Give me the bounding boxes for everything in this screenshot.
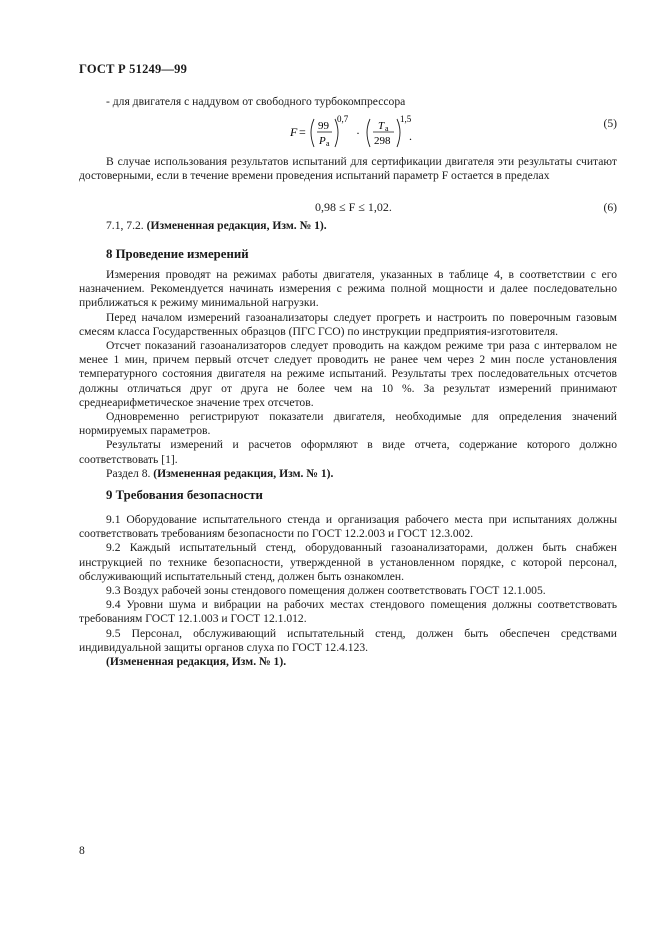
intro-line xyxy=(79,95,617,109)
formula-num2-sub: a xyxy=(385,124,389,133)
formula-5-svg xyxy=(79,112,617,152)
formula-end: . xyxy=(409,129,412,143)
formula-num2: T xyxy=(378,120,385,132)
document-header: ГОСТ Р 51249—99 xyxy=(79,62,188,76)
section-8-body xyxy=(79,268,617,481)
formula-exp1: 0,7 xyxy=(337,114,349,124)
intro-text: - для двигателя с наддувом от свободного турбокомпрессора xyxy=(106,95,406,108)
formula-exp2: 1,5 xyxy=(400,114,412,124)
formula-equals: = xyxy=(299,125,306,139)
section-8-note-prefix: Раздел 8. xyxy=(106,466,151,480)
formula-6 xyxy=(79,200,617,216)
formula-den2: 298 xyxy=(374,135,391,147)
equation-number-5: (5) xyxy=(603,117,617,130)
formula-lhs: F xyxy=(290,125,298,139)
section-9-paragraph: 9.3 Воздух рабочей зоны стендового помещения должен соответствовать ГОСТ 12.1.005. xyxy=(106,584,546,598)
section-8-paragraph: Результаты измерений и расчетов оформляют в виде отчета, содержание которого должно соответствовать [1]. xyxy=(79,438,617,466)
formula-den1: P xyxy=(319,135,326,147)
formula-6-text: 0,98 ≤ F ≤ 1,02. xyxy=(315,200,392,214)
section-8-paragraph: Одновременно регистрируют показатели двигателя, необходимые для определения значений нормируемых параметров. xyxy=(79,410,617,438)
section-9-title: 9 Требования безопасности xyxy=(106,488,263,502)
formula-num1: 99 xyxy=(318,120,329,132)
formula-dot: · xyxy=(356,126,360,140)
certification-text: В случае использования результатов испытаний для сертификации двигателя эти результаты считают достоверными, если в течение времени проведения испытаний параметр F остается в пределах xyxy=(79,155,617,183)
section-8-paragraph: Перед началом измерений газоанализаторы следует прогреть и настроить по поверочным газовым смесям класса Государственных образцов (ПГС ГСО) по инструкции предприятия-изготовителя. xyxy=(79,310,617,338)
formula-den1-sub: a xyxy=(326,139,330,148)
section-9-note-bold: (Измененная редакция, Изм. № 1). xyxy=(106,655,287,669)
section-8-paragraph: Отсчет показаний газоанализаторов следует проводить на каждом режиме три раза с интервалом не менее 1 мин, причем первый отсчет следует проводить не ранее чем через 2 мин после установления температурного состояния двигателя на режиме испытаний. Результаты трех последовательных отсчетов должны отличаться друг от друга не более чем на 10 %. За результат измерений принимают среднеарифметическое значение трех отсчетов. xyxy=(79,339,617,409)
paren-left-2 xyxy=(367,119,370,147)
section-8-note-bold: (Измененная редакция, Изм. № 1). xyxy=(153,466,334,480)
note-7 xyxy=(79,219,617,233)
section-9-body xyxy=(79,513,617,669)
certification-paragraph xyxy=(79,155,617,183)
section-8-paragraph: Измерения проводят на режимах работы двигателя, указанных в таблице 4, в соответствии с его назначением. Рекомендуется начинать измерения с режима полной мощности и далее последовательно приближаться к режиму минимальной нагрузки. xyxy=(79,268,617,310)
section-9-paragraph: 9.4 Уровни шума и вибрации на рабочих местах стендового помещения должны соответствовать требованиям ГОСТ 12.1.003 и ГОСТ 12.1.012. xyxy=(79,598,617,626)
paren-left-1 xyxy=(311,119,314,147)
section-8-title: 8 Проведение измерений xyxy=(106,247,249,261)
section-8-note xyxy=(79,467,617,481)
note-7-prefix: 7.1, 7.2. xyxy=(106,219,144,232)
section-9-paragraph: 9.2 Каждый испытательный стенд, оборудованный газоанализаторами, должен быть снабжен инструкцией по технике безопасности, утвержденной в установленном порядке, с которой персонал, обслуживающий испытательный стенд, должен быть ознакомлен. xyxy=(79,541,617,583)
section-9-paragraph: 9.1 Оборудование испытательного стенда и организация рабочего места при испытаниях должны соответствовать требованиям безопасности по ГОСТ 12.2.003 и ГОСТ 12.3.002. xyxy=(79,513,617,541)
note-7-bold: (Измененная редакция, Изм. № 1). xyxy=(146,219,327,232)
page-number: 8 xyxy=(79,844,85,857)
section-9-paragraph: 9.5 Персонал, обслуживающий испытательный стенд, должен быть обеспечен средствами индивидуальной защиты органов слуха по ГОСТ 12.4.123. xyxy=(79,626,617,654)
section-9-note xyxy=(79,655,617,669)
formula-5 xyxy=(79,112,617,152)
equation-number-6: (6) xyxy=(603,201,617,214)
